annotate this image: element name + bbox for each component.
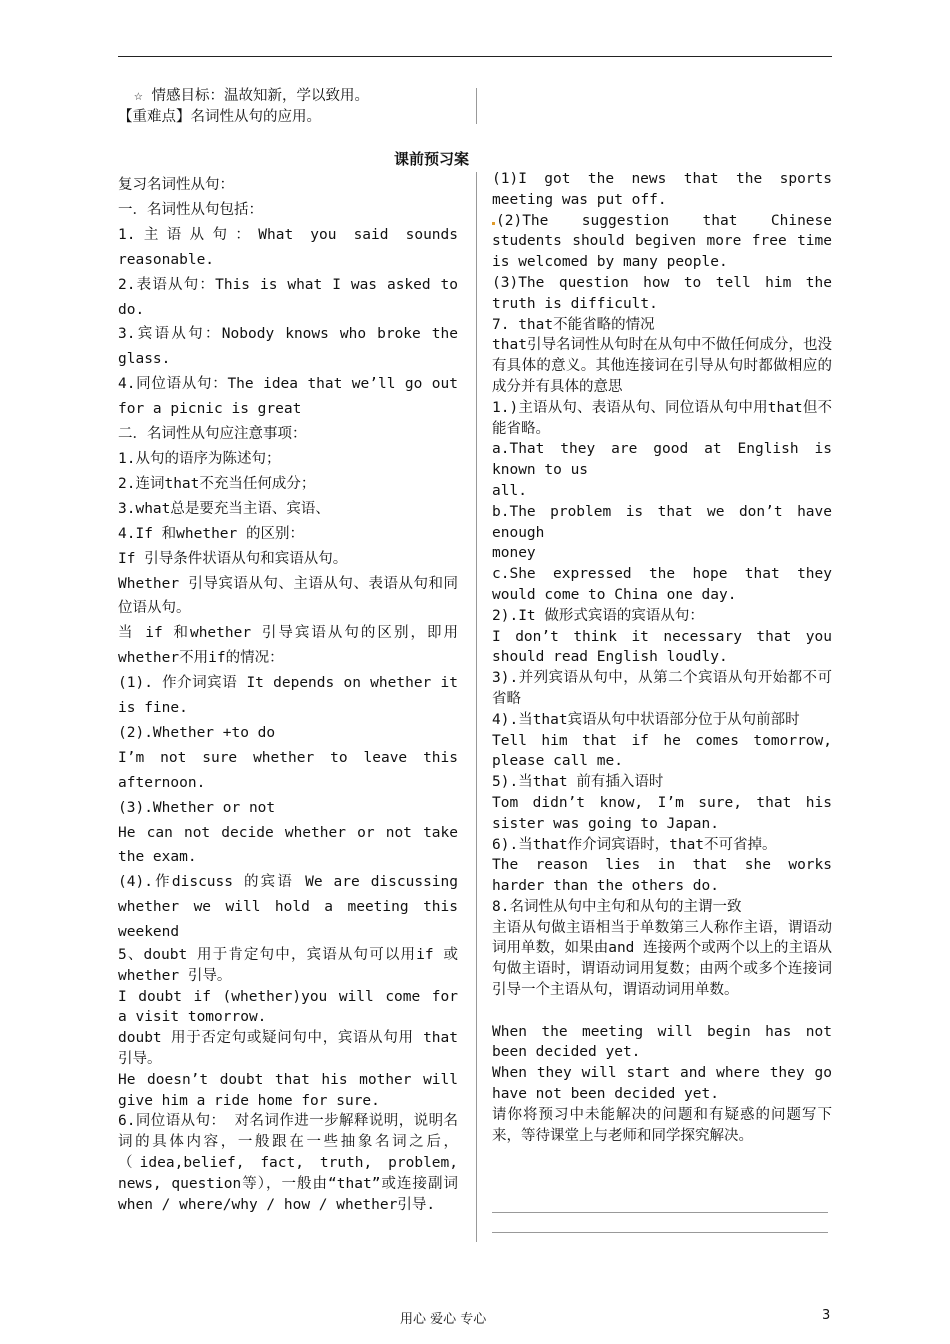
right-line: b.The problem is that we don’t have enough — [492, 503, 832, 541]
left-line: 1.主语从句：What you said sounds reasonable. — [118, 226, 458, 268]
right-line: When they will start and where they go have not been decided yet. — [492, 1065, 832, 1103]
left-line: (3).Whether or not — [118, 799, 276, 816]
left-line: 一．名词性从句包括： — [118, 201, 263, 218]
left-line: 3.宾语从句：Nobody knows who broke the glass. — [118, 326, 458, 368]
right-line: money — [492, 545, 536, 562]
right-line: 5).当that 前有插入语时 — [492, 774, 664, 791]
right-line: 3).并列宾语从句中，从第二个宾语从句开始都不可省略 — [492, 670, 832, 707]
left-line: doubt 用于否定句或疑问句中，宾语从句用 that 引导。 — [118, 1030, 458, 1068]
footer-motto: 用心 爱心 专心 — [400, 1312, 487, 1327]
right-line: 6).当that作介词宾语时，that不可省掉。 — [492, 836, 777, 853]
right-line: that引导名词性从句时在从句中不做任何成分，也没有具体的意义。其他连接词在引导从句时都做相应的成分并有具体的意思 — [492, 337, 832, 395]
key-difficulty: 【重难点】名词性从句的应用。 — [118, 109, 321, 125]
right-line: c.She expressed the hope that they would come to China one day. — [492, 566, 832, 603]
left-line: I’m not sure whether to leave this afternoon. — [118, 749, 458, 791]
right-line: (1)I got the news that the sports meeting was put off. — [492, 171, 832, 208]
right-line: Tell him that if he comes tomorrow, please call me. — [492, 732, 832, 770]
emotion-goal: ☆ 情感目标：温故知新，学以致用。 — [134, 88, 369, 104]
section-title: 课前预习案 — [394, 150, 470, 168]
left-line: Whether 引导宾语从句、主语从句、表语从句和同位语从句。 — [118, 575, 458, 617]
right-line: 2).It 做形式宾语的宾语从句： — [492, 607, 704, 624]
left-line: 复习名词性从句： — [118, 177, 234, 193]
left-column — [118, 173, 458, 1215]
right-line: (3)The question how to tell him the truth is difficult. — [492, 274, 832, 312]
right-line: When the meeting will begin has not been decided yet. — [492, 1023, 832, 1061]
answer-line — [492, 1232, 828, 1233]
right-line: a.That they are good at English is known to us — [492, 441, 832, 479]
right-line: 4).当that宾语从句中状语部分位于从句前部时 — [492, 711, 800, 728]
answer-line — [492, 1212, 828, 1213]
left-line: 二．名词性从句应注意事项： — [118, 426, 307, 443]
right-line: 请你将预习中未能解决的问题和有疑惑的问题写下来，等待课堂上与老师和同学探究解决。 — [492, 1106, 832, 1144]
left-line: (4).作discuss 的宾语 We are discussing whether we will hold a meeting this weekend — [118, 874, 458, 941]
left-line: He doesn’t doubt that his mother will give him a ride home for sure. — [118, 1071, 458, 1109]
left-line: 3.what总是要充当主语、宾语、 — [118, 500, 330, 517]
right-line: Tom didn’t know, I’m sure, that his sister was going to Japan. — [492, 794, 832, 832]
right-line: 主语从句做主语相当于单数第三人称作主语，谓语动词用单数，如果由and 连接两个或两个以上的主语从句做主语时，谓语动词用复数；由两个或多个连接词引导一个主语从句，谓语动词用单数。 — [492, 919, 832, 999]
column-divider — [476, 172, 477, 1242]
header-rule — [118, 56, 832, 57]
right-line-text: (2)The suggestion that Chinese students should begiven more free time is welcomed by many people. — [492, 212, 832, 271]
left-line: (2).Whether +to do — [118, 724, 276, 741]
right-line — [492, 211, 832, 273]
left-line: 2.连词that不充当任何成分； — [118, 475, 316, 492]
left-line: 当 if 和whether 引导宾语从句的区别，即用whether不用if的情况： — [118, 625, 458, 667]
left-line: I doubt if (whether)you will come for a visit tomorrow. — [118, 988, 458, 1026]
right-column — [492, 169, 832, 1146]
right-line: all. — [492, 482, 527, 499]
left-line: 2.表语从句：This is what I was asked to do. — [118, 276, 458, 318]
left-line: 5、doubt 用于肯定句中，宾语从句可以用if 或whether 引导。 — [118, 947, 458, 984]
left-line: If 引导条件状语从句和宾语从句。 — [118, 550, 348, 567]
left-line: 4.同位语从句：The idea that we’ll go out for a picnic is great — [118, 376, 458, 418]
right-line: 1.)主语从句、表语从句、同位语从句中用that但不能省略。 — [492, 399, 832, 437]
goals-block — [118, 86, 468, 128]
page-number: 3 — [822, 1308, 831, 1323]
left-line: (1). 作介词宾语 It depends on whether it is fine. — [118, 675, 458, 717]
left-line: 1.从句的语序为陈述句； — [118, 450, 281, 467]
right-line: 8.名词性从句中主句和从句的主谓一致 — [492, 898, 742, 915]
bullet-dot-icon — [492, 222, 495, 225]
right-line: I don’t think it necessary that you should read English loudly. — [492, 628, 832, 666]
left-line: He can not decide whether or not take the exam. — [118, 824, 458, 866]
right-line: The reason lies in that she works harder than the others do. — [492, 857, 832, 895]
left-line: 4.If 和whether 的区别： — [118, 525, 304, 542]
left-line: 6.同位语从句： 对名词作进一步解释说明，说明名词的具体内容，一般跟在一些抽象名词之后，（idea,belief, fact, truth, problem, news, question等），一般由“that”或连接副词 when / where/why / how / whether引导. — [118, 1113, 458, 1213]
column-divider-top — [476, 88, 477, 124]
right-line: 7. that不能省略的情况 — [492, 316, 655, 333]
